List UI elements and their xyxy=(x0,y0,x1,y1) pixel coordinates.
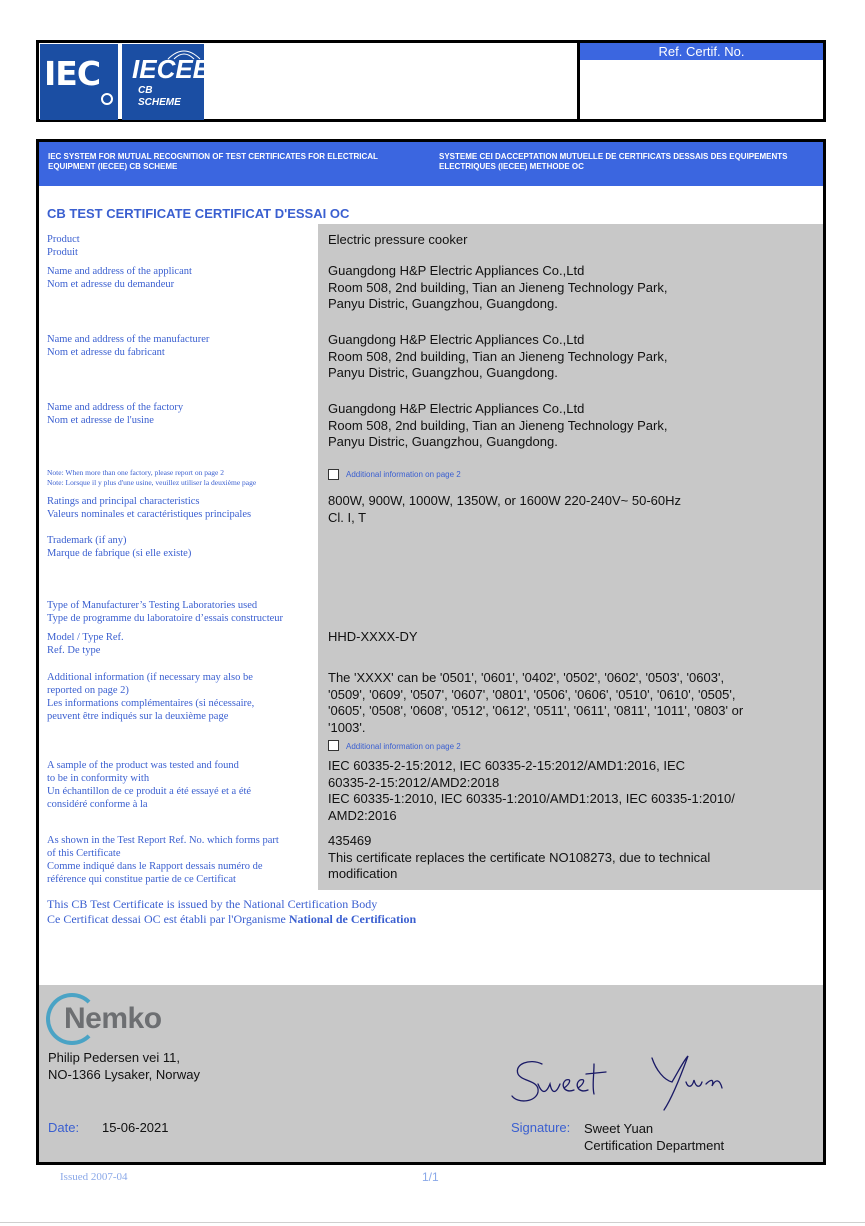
lab-type-label xyxy=(47,599,283,625)
factory-note-en: Note: When more than one factory, please report on page 2 xyxy=(47,468,225,477)
manufacturer-label xyxy=(47,333,209,359)
nemko-address-2: NO-1366 Lysaker, Norway xyxy=(48,1067,200,1082)
standards-line-3: IEC 60335-1:2010, IEC 60335-1:2010/AMD1:2013, IEC 60335-1:2010/ xyxy=(328,791,735,806)
iecee-logo xyxy=(122,44,211,120)
applicant-name: Guangdong H&P Electric Appliances Co.,Ltd xyxy=(328,263,585,278)
factory-label-fr: Nom et adresse de l'usine xyxy=(47,415,154,426)
applicant-label-fr: Nom et adresse du demandeur xyxy=(47,279,175,290)
applicant-address-1: Room 508, 2nd building, Tian an Jieneng Technology Park, xyxy=(328,279,668,295)
product-value: Electric pressure cooker xyxy=(328,232,468,247)
signatory-department: Certification Department xyxy=(584,1138,725,1153)
iec-logo-text: IEC xyxy=(44,54,101,93)
manufacturer-label-en: Name and address of the manufacturer xyxy=(47,334,210,345)
additional-info-checkbox-2[interactable] xyxy=(328,740,339,751)
manufacturer-address-1: Room 508, 2nd building, Tian an Jieneng Technology Park, xyxy=(328,348,668,364)
signature-label: Signature: xyxy=(511,1120,571,1135)
lab-type-label-en: Type of Manufacturer’s Testing Laboratories used xyxy=(47,600,258,611)
report-label-1: As shown in the Test Report Ref. No. which forms part xyxy=(47,835,279,846)
report-value xyxy=(328,833,818,883)
ref-certif-label: Ref. Certif. No. xyxy=(580,43,823,60)
applicant-label-en: Name and address of the applicant xyxy=(47,266,192,277)
report-note-1: This certificate replaces the certificate NO108273, due to technical xyxy=(328,849,711,865)
additional-info-checkbox-2-label: Additional information on page 2 xyxy=(346,742,461,751)
issued-date-footer: Issued 2007-04 xyxy=(60,1171,128,1183)
iecee-logo-scheme: SCHEME xyxy=(138,97,181,108)
additional-info-label xyxy=(47,671,254,723)
factory-address-1: Room 508, 2nd building, Tian an Jieneng Technology Park, xyxy=(328,417,668,433)
issued-by-fr-prefix: Ce Certificat dessai OC est établi par l'Organisme xyxy=(47,912,286,926)
issued-by-fr-body: National de Certification xyxy=(288,912,417,926)
model-value: HHD-XXXX-DY xyxy=(328,629,418,644)
manufacturer-value xyxy=(328,332,818,382)
manufacturer-label-fr: Nom et adresse du fabricant xyxy=(47,347,165,358)
report-label xyxy=(47,834,279,886)
additional-info-checkbox-1-label: Additional information on page 2 xyxy=(346,470,461,479)
product-label-fr: Produit xyxy=(47,247,78,258)
report-number: 435469 xyxy=(328,833,372,848)
standards-line-1: IEC 60335-2-15:2012, IEC 60335-2-15:2012/AMD1:2016, IEC xyxy=(328,758,686,773)
applicant-address-2: Panyu Distric, Guangzhou, Guangdong. xyxy=(328,296,558,311)
ratings-value xyxy=(328,493,818,526)
product-label xyxy=(47,233,80,259)
additional-info-line-4: '1003'. xyxy=(328,719,366,735)
sample-label-1: A sample of the product was tested and found xyxy=(47,760,239,771)
model-label-fr: Ref. De type xyxy=(47,645,101,656)
date-value: 15-06-2021 xyxy=(102,1120,169,1135)
trademark-label-fr: Marque de fabrique (si elle existe) xyxy=(47,548,192,559)
iecee-arcs-icon xyxy=(166,47,202,61)
ratings-label-en: Ratings and principal characteristics xyxy=(47,496,200,507)
applicant-value xyxy=(328,263,818,313)
trademark-label-en: Trademark (if any) xyxy=(47,535,127,546)
additional-info-checkbox-1[interactable] xyxy=(328,469,339,480)
factory-note-fr: Note: Lorsque il y plus d'une usine, veuillez utiliser la deuxième page xyxy=(47,478,257,487)
iec-logo-dot-icon xyxy=(100,92,114,106)
nemko-logo: Nemko xyxy=(64,1002,162,1035)
additional-info-label-1: Additional information (if necessary may also be xyxy=(47,672,253,683)
lab-type-label-fr: Type de programme du laboratoire d’essais constructeur xyxy=(47,613,284,624)
sample-label xyxy=(47,759,251,811)
date-label: Date: xyxy=(48,1120,80,1135)
issued-by-en: This CB Test Certificate is issued by the National Certification Body xyxy=(47,897,378,911)
manufacturer-name: Guangdong H&P Electric Appliances Co.,Ltd xyxy=(328,332,585,347)
standards-line-4: AMD2:2016 xyxy=(328,807,397,823)
nemko-address xyxy=(48,1049,200,1083)
sample-label-2: to be in conformity with xyxy=(47,773,150,784)
additional-info-value xyxy=(328,670,818,736)
report-label-3: Comme indiqué dans le Rapport dessais numéro de xyxy=(47,861,263,872)
ratings-label-fr: Valeurs nominales et caractéristiques principales xyxy=(47,509,252,520)
standards-value xyxy=(328,758,818,824)
ratings-line-1: 800W, 900W, 1000W, 1350W, or 1600W 220-240V~ 50-60Hz xyxy=(328,493,682,508)
model-label xyxy=(47,631,124,657)
sample-label-3: Un échantillon de ce produit a été essayé et a été xyxy=(47,786,252,797)
factory-label-en: Name and address of the factory xyxy=(47,402,184,413)
report-label-4: référence qui constitue partie de ce Certificat xyxy=(47,874,236,885)
page-number: 1/1 xyxy=(422,1170,439,1184)
sample-label-4: considéré conforme à la xyxy=(47,799,148,810)
issued-by xyxy=(47,897,416,927)
manufacturer-address-2: Panyu Distric, Guangzhou, Guangdong. xyxy=(328,365,558,380)
trademark-label xyxy=(47,534,191,560)
report-label-2: of this Certificate xyxy=(47,848,121,859)
iec-logo xyxy=(40,44,118,120)
iecee-logo-text: IECEE xyxy=(132,54,211,84)
ratings-line-2: Cl. I, T xyxy=(328,509,367,525)
signatory xyxy=(584,1120,724,1154)
additional-info-label-3: Les informations complémentaires (si nécessaire, xyxy=(47,698,255,709)
scheme-band-english: IEC SYSTEM FOR MUTUAL RECOGNITION OF TEST CERTIFICATES FOR ELECTRICAL EQUIPMENT (IECEE) CB SCHEME xyxy=(48,152,378,171)
certificate-title: CB TEST CERTIFICATE CERTIFICAT D'ESSAI OC xyxy=(47,206,350,221)
product-label-en: Product xyxy=(47,234,80,245)
factory-note xyxy=(47,468,256,488)
factory-value xyxy=(328,401,818,451)
ratings-label xyxy=(47,495,251,521)
additional-info-line-3: '0605', '0508', '0608', '0512', '0612', '0511', '0611', '0811', '1011', '0803' or xyxy=(328,703,744,718)
signatory-name: Sweet Yuan xyxy=(584,1121,654,1136)
factory-label xyxy=(47,401,183,427)
iecee-logo-cb: CB xyxy=(138,85,153,96)
applicant-label xyxy=(47,265,192,291)
additional-info-label-4: peuvent être indiqués sur la deuxième page xyxy=(47,711,229,722)
additional-info-line-2: '0509', '0609', '0507', '0607', '0801', '0506', '0606', '0510', '0610', '0505', xyxy=(328,686,736,702)
standards-line-2: 60335-2-15:2012/AMD2:2018 xyxy=(328,774,500,790)
scheme-band-french: SYSTEME CEI DACCEPTATION MUTUELLE DE CERTIFICATS DESSAIS DES EQUIPEMENTS ELECTRIQUES (IECEE) METHODE OC xyxy=(439,152,788,171)
nemko-address-1: Philip Pedersen vei 11, xyxy=(48,1050,181,1065)
factory-address-2: Panyu Distric, Guangzhou, Guangdong. xyxy=(328,434,558,449)
handwritten-signature xyxy=(508,1050,728,1116)
issued-by-fr xyxy=(47,912,416,927)
scheme-band xyxy=(39,142,823,186)
additional-info-line-1: The 'XXXX' can be '0501', '0601', '0402', '0502', '0602', '0503', '0603', xyxy=(328,670,725,685)
model-label-en: Model / Type Ref. xyxy=(47,632,124,643)
page-bottom-rule xyxy=(0,1222,865,1223)
additional-info-label-2: reported on page 2) xyxy=(47,685,129,696)
factory-name: Guangdong H&P Electric Appliances Co.,Ltd xyxy=(328,401,585,416)
report-note-2: modification xyxy=(328,866,398,881)
